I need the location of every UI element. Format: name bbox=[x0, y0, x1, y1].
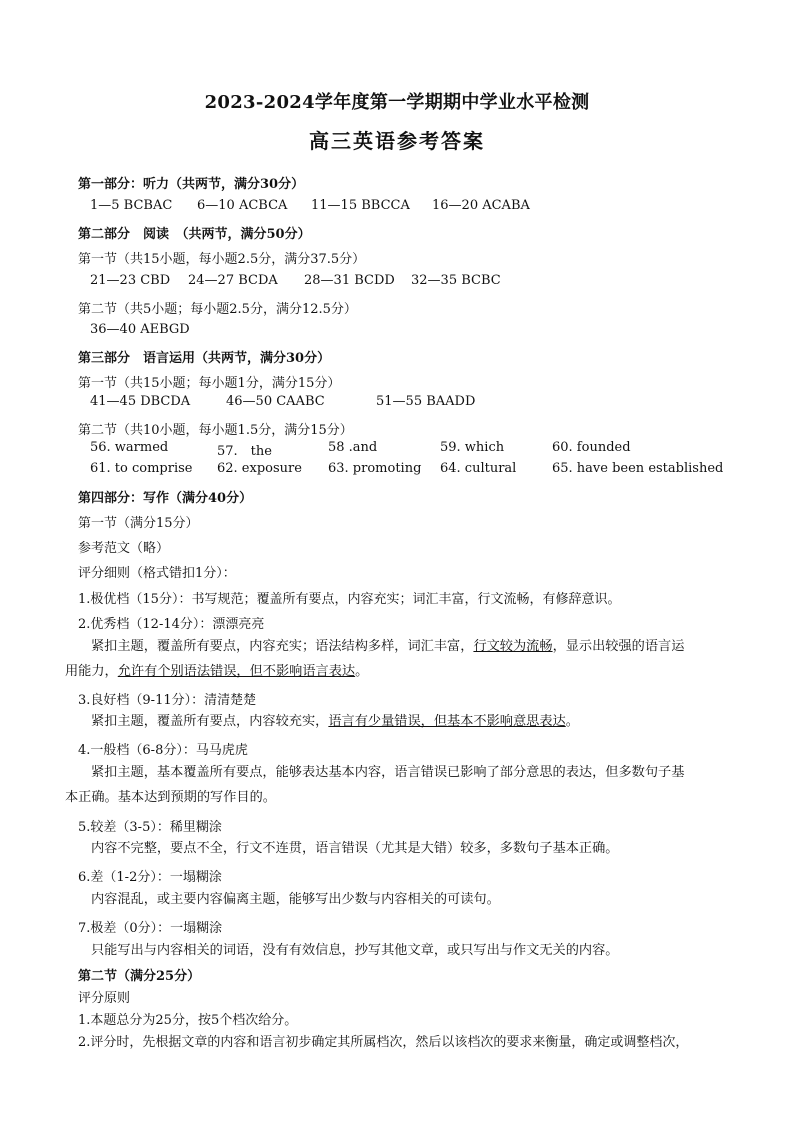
answer-group: 28—31 BCDD bbox=[304, 273, 395, 288]
answer-group: 24—27 BCDA bbox=[188, 273, 278, 288]
answer-group: 51—55 BAADD bbox=[376, 394, 476, 409]
level-7-title: 7.极差（0分）：一塌糊涂 bbox=[78, 921, 223, 936]
part2-section1-heading: 第一节（共15小题，每小题2.5分，满分37.5分） bbox=[78, 252, 366, 267]
answer-item: 64. cultural bbox=[440, 461, 517, 476]
answer-group: 46—50 CAABC bbox=[226, 394, 325, 409]
level-4-title: 4.一般档（6-8分）：马马虎虎 bbox=[78, 743, 248, 758]
level-7-description: 只能写出与内容相关的词语，没有有效信息，抄写其他文章，或只写出与作文无关的内容。 bbox=[91, 943, 619, 958]
answer-item: 65. have been established bbox=[552, 461, 724, 476]
answer-group: 21—23 CBD bbox=[90, 273, 171, 288]
level-6-title: 6.差（1-2分）：一塌糊涂 bbox=[78, 870, 222, 885]
scoring-principle-title: 评分原则 bbox=[78, 991, 131, 1006]
level-3-description: 紧扣主题，覆盖所有要点，内容较充实，语言有少量错误，但基本不影响意思表达。 bbox=[91, 714, 579, 729]
answer-item: 60. founded bbox=[552, 440, 631, 455]
level-5-title: 5.较差（3-5）：稀里糊涂 bbox=[78, 820, 222, 835]
answer-group: 36—40 AEBGD bbox=[90, 322, 190, 337]
answer-item: 63. promoting bbox=[328, 461, 422, 476]
answer-item: 57. the bbox=[217, 444, 272, 459]
page-subtitle: 高三英语参考答案 bbox=[309, 129, 485, 153]
part4-section1-heading: 第一节（满分15分） bbox=[78, 516, 199, 531]
answer-item: 62. exposure bbox=[217, 461, 302, 476]
level-6-description: 内容混乱，或主要内容偏离主题，能够写出少数与内容相关的可读句。 bbox=[91, 892, 500, 907]
level-5-description: 内容不完整，要点不全，行文不连贯，语言错误（尤其是大错）较多，多数句子基本正确。 bbox=[91, 841, 619, 856]
answer-group: 11—15 BBCCA bbox=[311, 198, 410, 213]
part3-heading: 第三部分 语言运用（共两节，满分30分） bbox=[78, 351, 331, 366]
sample-essay-note: 参考范文（略） bbox=[78, 541, 170, 556]
part2-heading: 第二部分 阅读 （共两节，满分50分） bbox=[78, 227, 311, 242]
answer-group: 32—35 BCBC bbox=[411, 273, 501, 288]
level-3-title: 3.良好档（9-11分）：清清楚楚 bbox=[78, 693, 257, 708]
scoring-principle-1: 1.本题总分为25分，按5个档次给分。 bbox=[78, 1013, 298, 1028]
page-title: 2023-2024学年度第一学期期中学业水平检测 bbox=[204, 92, 590, 113]
rubric-title: 评分细则（格式错扣1分）： bbox=[78, 566, 236, 581]
part4-section2-heading: 第二节（满分25分） bbox=[78, 969, 201, 984]
part4-heading: 第四部分：写作（满分40分） bbox=[78, 491, 253, 506]
part1-heading: 第一部分：听力（共两节，满分30分） bbox=[78, 177, 305, 192]
level-4-description: 紧扣主题，基本覆盖所有要点，能够表达基本内容，语言错误已影响了部分意思的表达，但多数句子基 本正确。基本达到预期的写作目的。 bbox=[65, 765, 685, 805]
level-2-description: 紧扣主题，覆盖所有要点，内容充实；语法结构多样，词汇丰富，行文较为流畅，显示出较强的语言运 用能力，允许有个别语法错误，但不影响语言表达。 bbox=[65, 639, 685, 679]
part2-section2-heading: 第二节（共5小题；每小题2.5分，满分12.5分） bbox=[78, 302, 357, 317]
scoring-principle-2: 2.评分时，先根据文章的内容和语言初步确定其所属档次，然后以该档次的要求来衡量，确定或调整档次， bbox=[78, 1035, 689, 1050]
level-2-title: 2.优秀档（12-14分）：漂漂亮亮 bbox=[78, 617, 265, 632]
answer-item: 58 .and bbox=[328, 440, 378, 455]
part3-section1-heading: 第一节（共15小题；每小题1分，满分15分） bbox=[78, 376, 341, 391]
answer-item: 59. which bbox=[440, 440, 505, 455]
answer-group: 16—20 ACABA bbox=[432, 198, 530, 213]
part3-section2-heading: 第二节（共10小题，每小题1.5分，满分15分） bbox=[78, 423, 353, 438]
answer-group: 1—5 BCBAC bbox=[90, 198, 173, 213]
answer-group: 6—10 ACBCA bbox=[197, 198, 288, 213]
answer-group: 41—45 DBCDA bbox=[90, 394, 191, 409]
answer-item: 61. to comprise bbox=[90, 461, 193, 476]
answer-item: 56. warmed bbox=[90, 440, 169, 455]
level-1-title: 1.极优档（15分）：书写规范；覆盖所有要点，内容充实；词汇丰富，行文流畅，有修辞意识。 bbox=[78, 592, 621, 607]
